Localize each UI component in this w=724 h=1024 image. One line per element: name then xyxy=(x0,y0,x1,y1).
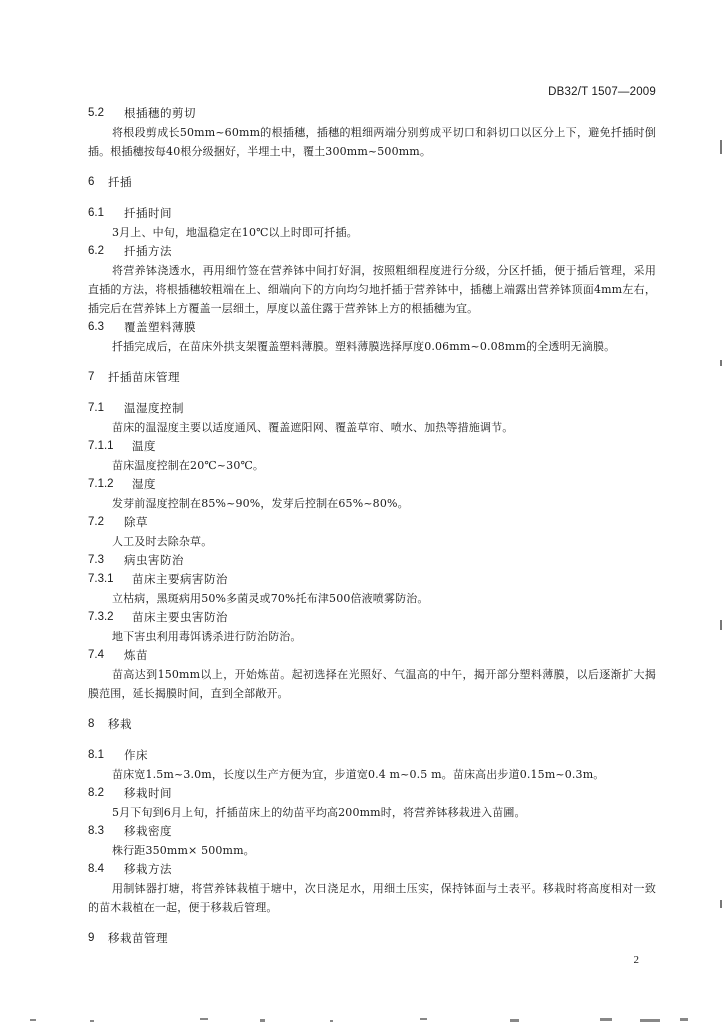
section-number: 6 xyxy=(88,176,95,188)
section-title: 移栽 xyxy=(108,717,132,731)
body-paragraph: 发芽前湿度控制在85%~90%，发芽后控制在65%~80%。 xyxy=(112,497,409,510)
scan-edge-marks xyxy=(718,60,722,960)
section-title: 炼苗 xyxy=(124,648,148,662)
section-heading xyxy=(88,822,656,841)
section-spacer xyxy=(88,703,656,715)
body-paragraph: 5月下旬到6月上旬，扦插苗床上的幼苗平均高200mm时，将营养钵移栽进入苗圃。 xyxy=(112,806,526,819)
body-paragraph: 用制钵器打塘，将营养钵栽植于塘中，次日浇足水，用细土压实，保持钵面与土表平。移栽时将高度相对一致的苗木栽植在一起，便于移栽后管理。 xyxy=(88,882,656,914)
section-title: 覆盖塑料薄膜 xyxy=(124,320,196,334)
document-body xyxy=(88,104,656,948)
section-heading xyxy=(88,784,656,803)
section-spacer xyxy=(88,387,656,399)
section-number: 7 xyxy=(88,371,95,383)
section-spacer xyxy=(88,917,656,929)
section-heading xyxy=(88,437,656,456)
body-paragraph: 苗床的温湿度主要以适度通风、覆盖遮阳网、覆盖草帘、喷水、加热等措施调节。 xyxy=(112,421,514,434)
section-number: 8.2 xyxy=(88,787,104,799)
section-title: 移栽方法 xyxy=(124,862,172,876)
section-number: 7.3 xyxy=(88,554,104,566)
section-heading xyxy=(88,368,656,387)
body-paragraph: 苗高达到150mm以上，开始炼苗。起初选择在光照好、气温高的中午，揭开部分塑料薄膜，以后逐渐扩大揭膜范围，延长揭膜时间，直到全部敞开。 xyxy=(88,668,656,700)
section-title: 扦插苗床管理 xyxy=(108,370,180,384)
section-heading xyxy=(88,860,656,879)
section-title: 病虫害防治 xyxy=(124,553,184,567)
section-heading xyxy=(88,646,656,665)
section-number: 6.3 xyxy=(88,321,104,333)
section-title: 作床 xyxy=(124,748,148,762)
section-number: 6.2 xyxy=(88,245,104,257)
section-heading xyxy=(88,746,656,765)
section-heading xyxy=(88,204,656,223)
section-heading xyxy=(88,513,656,532)
section-number: 7.1.1 xyxy=(88,440,114,452)
section-number: 8.4 xyxy=(88,863,104,875)
section-number: 7.2 xyxy=(88,516,104,528)
section-heading xyxy=(88,608,656,627)
section-heading xyxy=(88,242,656,261)
section-spacer xyxy=(88,192,656,204)
section-number: 5.2 xyxy=(88,107,104,119)
section-number: 8.1 xyxy=(88,749,104,761)
body-paragraph: 将根段剪成长50mm~60mm的根插穗，插穗的粗细两端分别剪成平切口和斜切口以区分上下，避免扦插时倒插。根插穗按每40根分级捆好，半埋土中，覆土300mm~500mm。 xyxy=(88,126,656,158)
scan-noise-strip xyxy=(0,1012,724,1024)
section-spacer xyxy=(88,734,656,746)
section-heading xyxy=(88,929,656,948)
section-number: 8 xyxy=(88,718,95,730)
page-number: 2 xyxy=(633,954,639,966)
section-heading xyxy=(88,570,656,589)
body-paragraph: 株行距350mm× 500mm。 xyxy=(112,844,255,857)
section-heading xyxy=(88,318,656,337)
section-heading xyxy=(88,551,656,570)
body-paragraph: 苗床宽1.5m~3.0m，长度以生产方便为宜，步道宽0.4 m~0.5 m。苗床高出步道0.15m~0.3m。 xyxy=(112,768,605,781)
section-number: 8.3 xyxy=(88,825,104,837)
body-paragraph: 人工及时去除杂草。 xyxy=(112,535,213,548)
section-title: 湿度 xyxy=(132,477,156,491)
section-title: 苗床主要病害防治 xyxy=(132,572,228,586)
section-number: 6.1 xyxy=(88,207,104,219)
section-number: 7.1 xyxy=(88,402,104,414)
section-number: 7.3.2 xyxy=(88,611,114,623)
section-title: 除草 xyxy=(124,515,148,529)
standard-code: DB32/T 1507—2009 xyxy=(548,86,656,98)
section-title: 扦插方法 xyxy=(124,244,172,258)
section-heading xyxy=(88,475,656,494)
section-spacer xyxy=(88,161,656,173)
section-title: 温度 xyxy=(132,439,156,453)
body-paragraph: 3月上、中旬，地温稳定在10℃以上时即可扦插。 xyxy=(112,226,358,239)
section-number: 7.3.1 xyxy=(88,573,114,585)
section-title: 扦插时间 xyxy=(124,206,172,220)
section-title: 温湿度控制 xyxy=(124,401,184,415)
section-title: 扦插 xyxy=(108,175,132,189)
section-number: 9 xyxy=(88,932,95,944)
body-paragraph: 立枯病，黑斑病用50%多菌灵或70%托布津500倍液喷雾防治。 xyxy=(112,592,429,605)
section-heading xyxy=(88,715,656,734)
section-title: 移栽苗管理 xyxy=(108,931,168,945)
body-paragraph: 将营养钵浇透水，再用细竹签在营养钵中间打好洞，按照粗细程度进行分级，分区扦插，便于插后管理，采用直插的方法，将根插穗较粗端在上、细端向下的方向均匀地扦插于营养钵中，插穗上端露出营养钵顶面4mm左右，插完后在营养钵上方覆盖一层细土，厚度以盖住露于营养钵上方的根插穗为宜。 xyxy=(88,264,656,315)
section-title: 移栽时间 xyxy=(124,786,172,800)
section-spacer xyxy=(88,356,656,368)
section-title: 移栽密度 xyxy=(124,824,172,838)
body-paragraph: 苗床温度控制在20℃~30℃。 xyxy=(112,459,265,472)
section-heading xyxy=(88,104,656,123)
section-title: 苗床主要虫害防治 xyxy=(132,610,228,624)
body-paragraph: 扦插完成后，在苗床外拱支架覆盖塑料薄膜。塑料薄膜选择厚度0.06mm~0.08mm的全透明无滴膜。 xyxy=(112,340,616,353)
section-number: 7.4 xyxy=(88,649,104,661)
section-title: 根插穗的剪切 xyxy=(124,106,196,120)
section-heading xyxy=(88,399,656,418)
body-paragraph: 地下害虫利用毒饵诱杀进行防治防治。 xyxy=(112,630,302,643)
section-heading xyxy=(88,173,656,192)
section-number: 7.1.2 xyxy=(88,478,114,490)
